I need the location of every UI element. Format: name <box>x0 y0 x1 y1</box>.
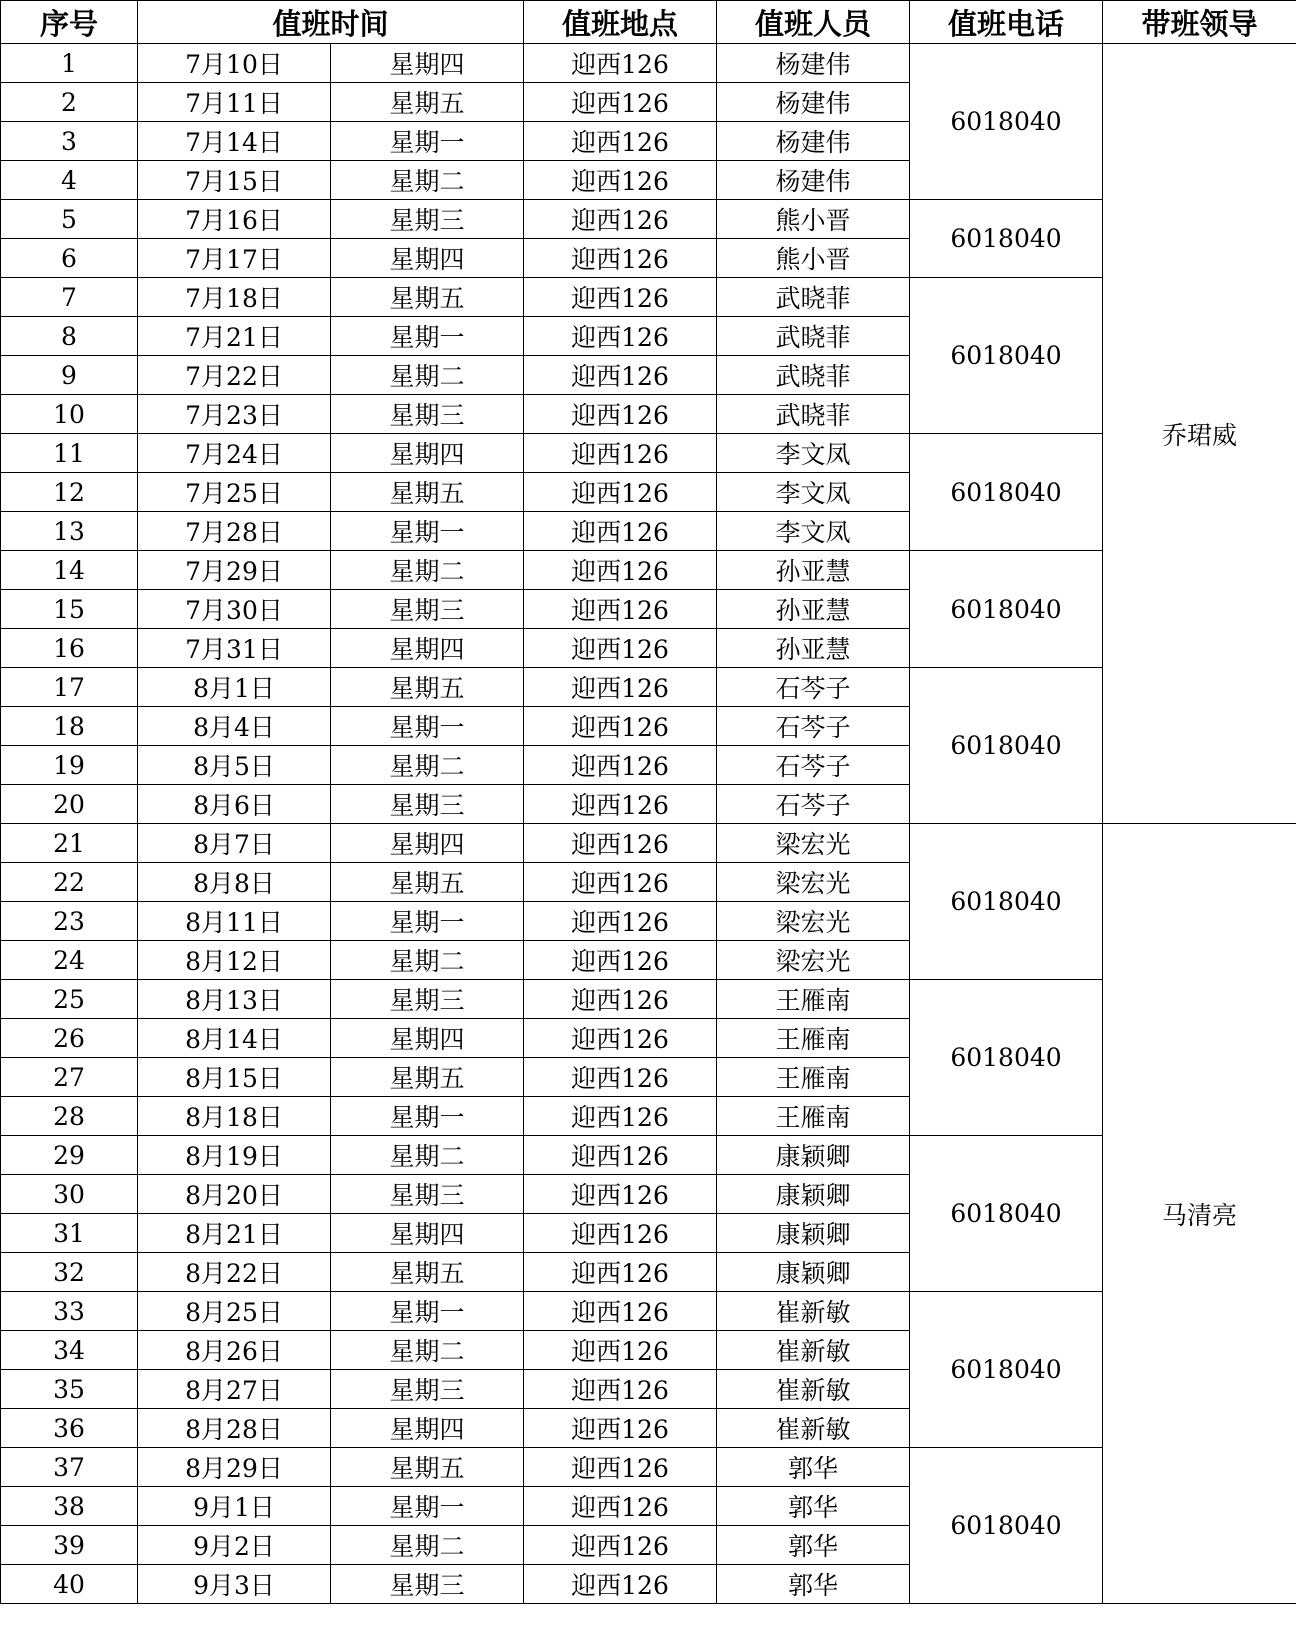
duty-weekday: 星期二 <box>331 941 524 980</box>
row-index: 30 <box>1 1175 138 1214</box>
duty-weekday: 星期五 <box>331 1253 524 1292</box>
duty-location: 迎西126 <box>524 551 717 590</box>
header-location: 值班地点 <box>524 1 717 44</box>
duty-date: 8月11日 <box>138 902 331 941</box>
duty-staff: 康颖卿 <box>717 1253 910 1292</box>
duty-location: 迎西126 <box>524 395 717 434</box>
duty-staff: 郭华 <box>717 1448 910 1487</box>
duty-staff: 梁宏光 <box>717 863 910 902</box>
duty-weekday: 星期三 <box>331 1370 524 1409</box>
duty-weekday: 星期一 <box>331 1487 524 1526</box>
duty-location: 迎西126 <box>524 590 717 629</box>
duty-staff: 李文凤 <box>717 434 910 473</box>
duty-staff: 石芩子 <box>717 785 910 824</box>
duty-date: 8月20日 <box>138 1175 331 1214</box>
duty-weekday: 星期二 <box>331 161 524 200</box>
duty-date: 7月31日 <box>138 629 331 668</box>
duty-date: 8月21日 <box>138 1214 331 1253</box>
duty-staff: 杨建伟 <box>717 122 910 161</box>
header-phone: 值班电话 <box>910 1 1103 44</box>
duty-date: 7月21日 <box>138 317 331 356</box>
duty-date: 8月12日 <box>138 941 331 980</box>
duty-weekday: 星期一 <box>331 1097 524 1136</box>
duty-staff: 崔新敏 <box>717 1292 910 1331</box>
duty-location: 迎西126 <box>524 434 717 473</box>
duty-weekday: 星期三 <box>331 590 524 629</box>
row-index: 24 <box>1 941 138 980</box>
duty-date: 7月28日 <box>138 512 331 551</box>
table-row <box>1 278 1296 317</box>
row-index: 20 <box>1 785 138 824</box>
duty-location: 迎西126 <box>524 200 717 239</box>
duty-date: 7月17日 <box>138 239 331 278</box>
duty-location: 迎西126 <box>524 668 717 707</box>
duty-weekday: 星期四 <box>331 44 524 83</box>
duty-date: 7月15日 <box>138 161 331 200</box>
duty-phone: 6018040 <box>910 44 1103 200</box>
duty-staff: 熊小晋 <box>717 239 910 278</box>
duty-staff: 孙亚慧 <box>717 551 910 590</box>
header-duty-time: 值班时间 <box>138 1 524 44</box>
duty-weekday: 星期二 <box>331 1331 524 1370</box>
row-index: 12 <box>1 473 138 512</box>
duty-date: 8月25日 <box>138 1292 331 1331</box>
duty-weekday: 星期五 <box>331 473 524 512</box>
row-index: 35 <box>1 1370 138 1409</box>
duty-weekday: 星期一 <box>331 902 524 941</box>
duty-weekday: 星期一 <box>331 122 524 161</box>
duty-date: 7月10日 <box>138 44 331 83</box>
row-index: 38 <box>1 1487 138 1526</box>
duty-location: 迎西126 <box>524 1136 717 1175</box>
row-index: 19 <box>1 746 138 785</box>
duty-location: 迎西126 <box>524 1058 717 1097</box>
row-index: 27 <box>1 1058 138 1097</box>
duty-phone: 6018040 <box>910 980 1103 1136</box>
duty-phone: 6018040 <box>910 200 1103 278</box>
duty-weekday: 星期三 <box>331 980 524 1019</box>
duty-weekday: 星期四 <box>331 629 524 668</box>
duty-staff: 李文凤 <box>717 512 910 551</box>
row-index: 22 <box>1 863 138 902</box>
duty-location: 迎西126 <box>524 1253 717 1292</box>
table-row <box>1 1136 1296 1175</box>
duty-staff: 杨建伟 <box>717 83 910 122</box>
duty-location: 迎西126 <box>524 1409 717 1448</box>
row-index: 31 <box>1 1214 138 1253</box>
duty-weekday: 星期三 <box>331 395 524 434</box>
row-index: 11 <box>1 434 138 473</box>
duty-location: 迎西126 <box>524 902 717 941</box>
duty-date: 8月13日 <box>138 980 331 1019</box>
duty-staff: 孙亚慧 <box>717 629 910 668</box>
row-index: 10 <box>1 395 138 434</box>
row-index: 6 <box>1 239 138 278</box>
duty-location: 迎西126 <box>524 1565 717 1604</box>
duty-date: 7月11日 <box>138 83 331 122</box>
duty-staff: 武晓菲 <box>717 356 910 395</box>
duty-date: 8月18日 <box>138 1097 331 1136</box>
duty-location: 迎西126 <box>524 44 717 83</box>
duty-date: 9月2日 <box>138 1526 331 1565</box>
duty-location: 迎西126 <box>524 980 717 1019</box>
duty-leader: 马清亮 <box>1103 824 1296 1604</box>
duty-date: 9月1日 <box>138 1487 331 1526</box>
duty-weekday: 星期二 <box>331 356 524 395</box>
duty-date: 7月30日 <box>138 590 331 629</box>
table-row <box>1 44 1296 83</box>
row-index: 39 <box>1 1526 138 1565</box>
duty-weekday: 星期二 <box>331 551 524 590</box>
duty-staff: 郭华 <box>717 1526 910 1565</box>
duty-weekday: 星期二 <box>331 1526 524 1565</box>
duty-date: 7月14日 <box>138 122 331 161</box>
duty-location: 迎西126 <box>524 941 717 980</box>
duty-weekday: 星期一 <box>331 317 524 356</box>
row-index: 7 <box>1 278 138 317</box>
duty-staff: 康颖卿 <box>717 1175 910 1214</box>
duty-weekday: 星期五 <box>331 863 524 902</box>
duty-staff: 武晓菲 <box>717 278 910 317</box>
duty-location: 迎西126 <box>524 629 717 668</box>
row-index: 18 <box>1 707 138 746</box>
duty-staff: 梁宏光 <box>717 824 910 863</box>
duty-location: 迎西126 <box>524 1487 717 1526</box>
row-index: 13 <box>1 512 138 551</box>
header-index: 序号 <box>1 1 138 44</box>
duty-location: 迎西126 <box>524 1019 717 1058</box>
duty-date: 7月29日 <box>138 551 331 590</box>
duty-location: 迎西126 <box>524 1331 717 1370</box>
duty-date: 8月8日 <box>138 863 331 902</box>
table-row <box>1 1292 1296 1331</box>
duty-weekday: 星期二 <box>331 1136 524 1175</box>
duty-location: 迎西126 <box>524 239 717 278</box>
duty-phone: 6018040 <box>910 1136 1103 1292</box>
table-row <box>1 200 1296 239</box>
duty-weekday: 星期五 <box>331 278 524 317</box>
row-index: 4 <box>1 161 138 200</box>
duty-weekday: 星期五 <box>331 83 524 122</box>
duty-location: 迎西126 <box>524 1448 717 1487</box>
duty-date: 8月22日 <box>138 1253 331 1292</box>
duty-staff: 郭华 <box>717 1565 910 1604</box>
table-row <box>1 1448 1296 1487</box>
duty-phone: 6018040 <box>910 434 1103 551</box>
duty-location: 迎西126 <box>524 785 717 824</box>
duty-staff: 杨建伟 <box>717 161 910 200</box>
duty-staff: 梁宏光 <box>717 941 910 980</box>
duty-staff: 王雁南 <box>717 980 910 1019</box>
header-staff: 值班人员 <box>717 1 910 44</box>
duty-staff: 王雁南 <box>717 1019 910 1058</box>
duty-location: 迎西126 <box>524 1526 717 1565</box>
duty-location: 迎西126 <box>524 317 717 356</box>
duty-staff: 武晓菲 <box>717 317 910 356</box>
duty-staff: 王雁南 <box>717 1058 910 1097</box>
duty-location: 迎西126 <box>524 1292 717 1331</box>
duty-staff: 崔新敏 <box>717 1409 910 1448</box>
duty-date: 7月24日 <box>138 434 331 473</box>
row-index: 5 <box>1 200 138 239</box>
duty-location: 迎西126 <box>524 1175 717 1214</box>
duty-date: 7月16日 <box>138 200 331 239</box>
duty-location: 迎西126 <box>524 746 717 785</box>
row-index: 23 <box>1 902 138 941</box>
duty-location: 迎西126 <box>524 278 717 317</box>
duty-staff: 石芩子 <box>717 746 910 785</box>
duty-date: 8月15日 <box>138 1058 331 1097</box>
duty-phone: 6018040 <box>910 824 1103 980</box>
duty-date: 8月5日 <box>138 746 331 785</box>
row-index: 26 <box>1 1019 138 1058</box>
duty-staff: 李文凤 <box>717 473 910 512</box>
duty-location: 迎西126 <box>524 1370 717 1409</box>
duty-location: 迎西126 <box>524 863 717 902</box>
duty-date: 8月28日 <box>138 1409 331 1448</box>
duty-phone: 6018040 <box>910 1448 1103 1604</box>
row-index: 1 <box>1 44 138 83</box>
duty-staff: 康颖卿 <box>717 1136 910 1175</box>
row-index: 3 <box>1 122 138 161</box>
duty-weekday: 星期四 <box>331 1409 524 1448</box>
duty-staff: 杨建伟 <box>717 44 910 83</box>
duty-staff: 郭华 <box>717 1487 910 1526</box>
duty-date: 8月4日 <box>138 707 331 746</box>
duty-location: 迎西126 <box>524 824 717 863</box>
duty-date: 8月1日 <box>138 668 331 707</box>
duty-weekday: 星期四 <box>331 434 524 473</box>
table-row <box>1 551 1296 590</box>
duty-date: 8月27日 <box>138 1370 331 1409</box>
duty-staff: 石芩子 <box>717 707 910 746</box>
duty-staff: 武晓菲 <box>717 395 910 434</box>
duty-weekday: 星期三 <box>331 200 524 239</box>
duty-weekday: 星期四 <box>331 1214 524 1253</box>
header-leader: 带班领导 <box>1103 1 1296 44</box>
row-index: 34 <box>1 1331 138 1370</box>
duty-weekday: 星期二 <box>331 746 524 785</box>
duty-date: 9月3日 <box>138 1565 331 1604</box>
duty-date: 8月6日 <box>138 785 331 824</box>
duty-staff: 崔新敏 <box>717 1370 910 1409</box>
schedule-body <box>1 44 1296 1604</box>
row-index: 33 <box>1 1292 138 1331</box>
row-index: 17 <box>1 668 138 707</box>
duty-staff: 康颖卿 <box>717 1214 910 1253</box>
table-row <box>1 668 1296 707</box>
duty-date: 7月18日 <box>138 278 331 317</box>
row-index: 25 <box>1 980 138 1019</box>
duty-weekday: 星期一 <box>331 512 524 551</box>
duty-staff: 梁宏光 <box>717 902 910 941</box>
duty-location: 迎西126 <box>524 122 717 161</box>
row-index: 32 <box>1 1253 138 1292</box>
duty-weekday: 星期三 <box>331 1175 524 1214</box>
duty-weekday: 星期三 <box>331 785 524 824</box>
duty-weekday: 星期四 <box>331 239 524 278</box>
duty-date: 7月25日 <box>138 473 331 512</box>
duty-date: 8月26日 <box>138 1331 331 1370</box>
duty-staff: 熊小晋 <box>717 200 910 239</box>
row-index: 29 <box>1 1136 138 1175</box>
row-index: 16 <box>1 629 138 668</box>
duty-staff: 崔新敏 <box>717 1331 910 1370</box>
duty-location: 迎西126 <box>524 1214 717 1253</box>
row-index: 21 <box>1 824 138 863</box>
duty-weekday: 星期五 <box>331 1058 524 1097</box>
table-row <box>1 824 1296 863</box>
duty-weekday: 星期四 <box>331 824 524 863</box>
duty-location: 迎西126 <box>524 1097 717 1136</box>
duty-date: 8月19日 <box>138 1136 331 1175</box>
duty-phone: 6018040 <box>910 278 1103 434</box>
duty-date: 7月22日 <box>138 356 331 395</box>
duty-weekday: 星期一 <box>331 707 524 746</box>
row-index: 14 <box>1 551 138 590</box>
duty-location: 迎西126 <box>524 473 717 512</box>
duty-date: 8月14日 <box>138 1019 331 1058</box>
duty-leader: 乔珺威 <box>1103 44 1296 824</box>
table-row <box>1 980 1296 1019</box>
table-row <box>1 434 1296 473</box>
duty-location: 迎西126 <box>524 83 717 122</box>
duty-weekday: 星期三 <box>331 1565 524 1604</box>
duty-location: 迎西126 <box>524 356 717 395</box>
header-row <box>1 1 1296 44</box>
duty-staff: 孙亚慧 <box>717 590 910 629</box>
duty-weekday: 星期一 <box>331 1292 524 1331</box>
row-index: 28 <box>1 1097 138 1136</box>
duty-phone: 6018040 <box>910 668 1103 824</box>
row-index: 8 <box>1 317 138 356</box>
duty-staff: 王雁南 <box>717 1097 910 1136</box>
row-index: 36 <box>1 1409 138 1448</box>
duty-phone: 6018040 <box>910 1292 1103 1448</box>
duty-location: 迎西126 <box>524 512 717 551</box>
duty-date: 8月29日 <box>138 1448 331 1487</box>
duty-location: 迎西126 <box>524 161 717 200</box>
duty-weekday: 星期五 <box>331 1448 524 1487</box>
duty-weekday: 星期四 <box>331 1019 524 1058</box>
row-index: 9 <box>1 356 138 395</box>
row-index: 40 <box>1 1565 138 1604</box>
duty-staff: 石芩子 <box>717 668 910 707</box>
duty-date: 8月7日 <box>138 824 331 863</box>
duty-date: 7月23日 <box>138 395 331 434</box>
duty-phone: 6018040 <box>910 551 1103 668</box>
row-index: 2 <box>1 83 138 122</box>
duty-location: 迎西126 <box>524 707 717 746</box>
duty-weekday: 星期五 <box>331 668 524 707</box>
row-index: 15 <box>1 590 138 629</box>
row-index: 37 <box>1 1448 138 1487</box>
